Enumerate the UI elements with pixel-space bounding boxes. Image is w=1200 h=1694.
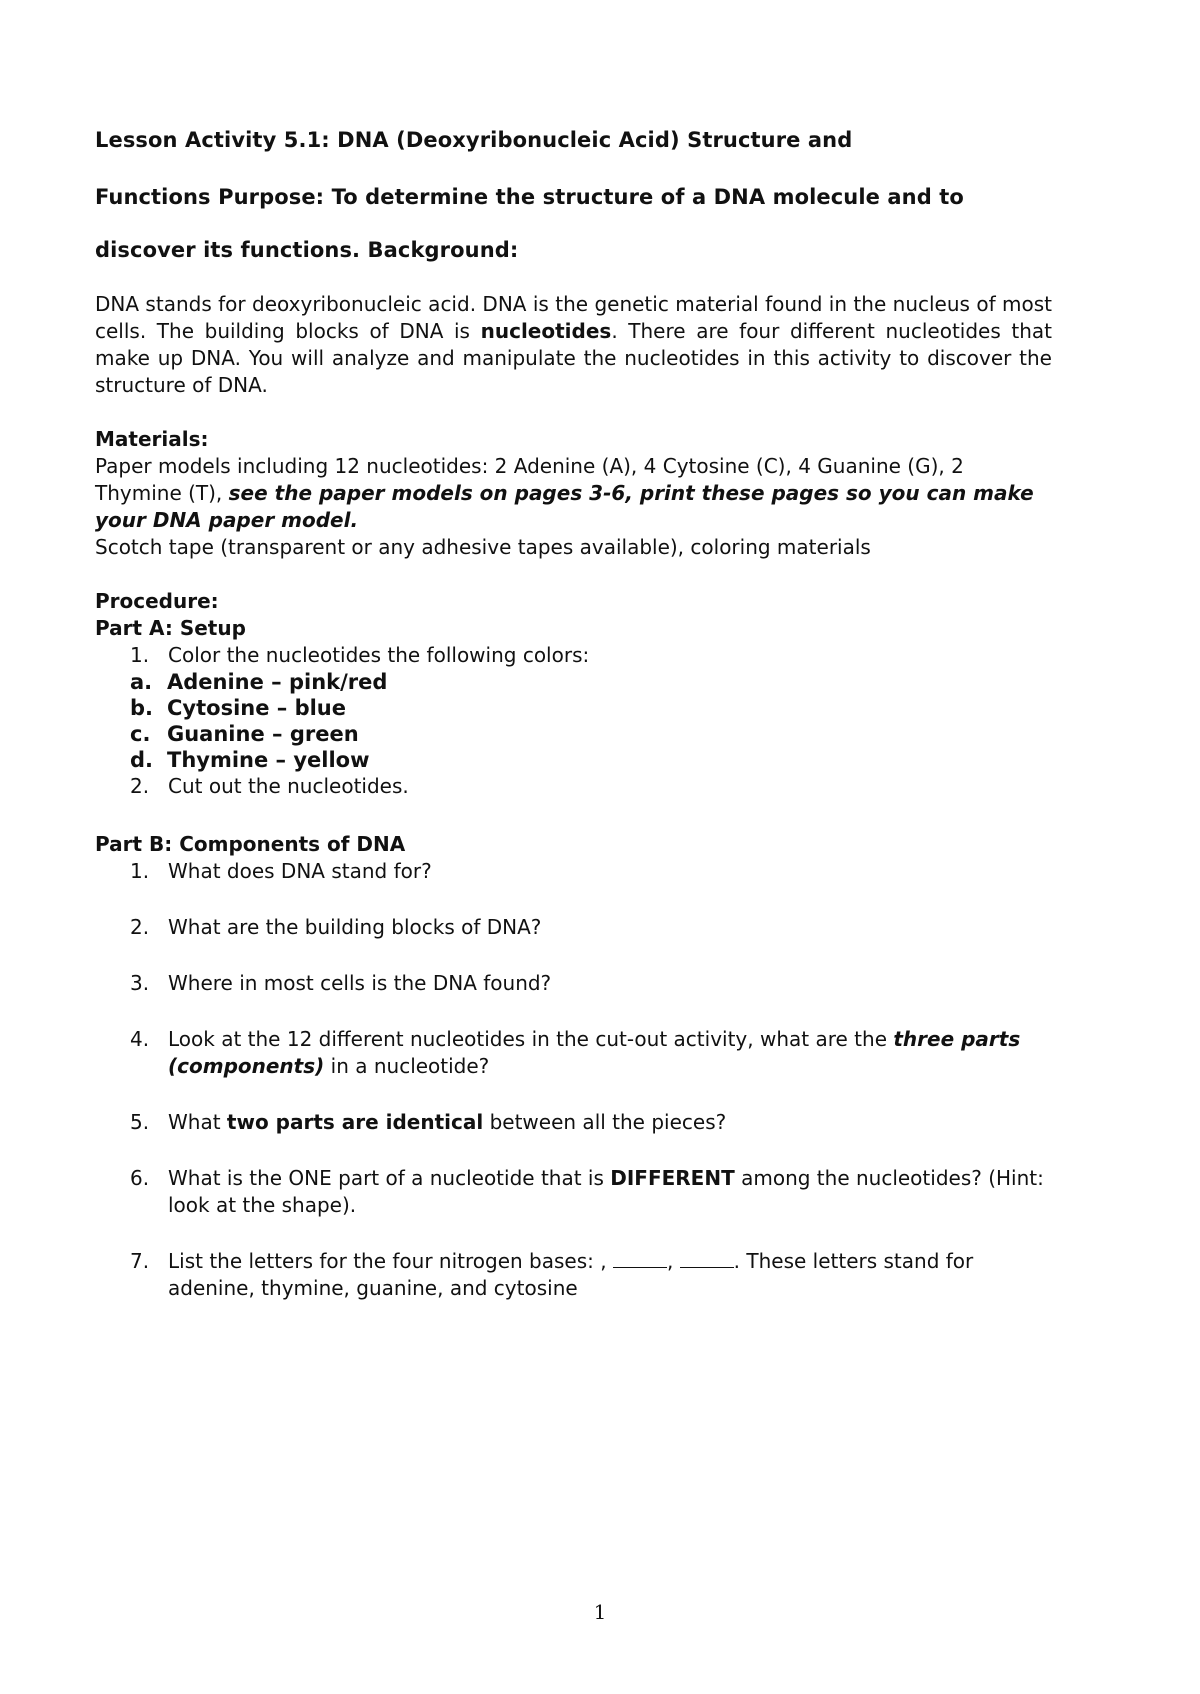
answer-blank-1[interactable] [613, 1251, 667, 1268]
title-line-1: Lesson Activity 5.1: DNA (Deoxyribonucleic Acid) Structure and [95, 128, 853, 152]
materials-emphasis: see the paper models on pages 3-6, print these pages so you can make your DNA paper model. [95, 481, 1034, 532]
list-item [95, 721, 1052, 747]
sub-marker: c. [130, 722, 151, 746]
question-text-after: among the nucleotides? (Hint: look at the shape). [168, 1166, 1044, 1217]
background-paragraph [95, 291, 1052, 399]
procedure-section [95, 588, 1052, 800]
part-a-heading: Part A: Setup [95, 616, 246, 640]
step-marker: 2. [130, 774, 150, 798]
sub-text: Cytosine – blue [167, 696, 347, 720]
question-marker: 7. [130, 1249, 150, 1273]
materials-line-1 [95, 453, 1052, 534]
list-item [95, 642, 1052, 773]
question-text-after: between all the pieces? [483, 1110, 727, 1134]
page-number: 1 [593, 1600, 607, 1624]
question-marker: 1. [130, 859, 150, 883]
procedure-heading: Procedure: [95, 589, 219, 613]
question-marker: 2. [130, 915, 150, 939]
question-emphasis: two parts are identical [226, 1110, 484, 1134]
materials-text: Paper models including 12 nucleotides: 2 Adenine (A), 4 Cytosine (C), 4 Guanine (G), 2 Thymine (T), [95, 454, 964, 505]
question-2 [95, 914, 1052, 941]
question-text: Look at the 12 different nucleotides in the cut-out activity, what are the [168, 1027, 894, 1051]
background-text-2: . There are four different nucleotides that make up DNA. You will analyze and manipulate the nucleotides in this activity to discover the structure of DNA. [95, 319, 1052, 397]
question-marker: 3. [130, 971, 150, 995]
materials-heading: Materials: [95, 427, 209, 451]
part-b-section [95, 831, 1052, 1302]
question-7 [95, 1248, 1052, 1302]
list-item [95, 669, 1052, 695]
part-a-steps [95, 642, 1052, 800]
question-4 [95, 1026, 1052, 1080]
sub-marker: d. [130, 748, 154, 772]
question-text-after: . These letters stand for adenine, thymine, guanine, and cytosine [168, 1249, 974, 1300]
question-text-after: in a nucleotide? [324, 1054, 490, 1078]
step-text: Color the nucleotides the following colors: [168, 643, 590, 667]
question-5 [95, 1109, 1052, 1136]
title-line-3: discover its functions. Background: [95, 238, 519, 262]
list-item [95, 747, 1052, 773]
answer-blank-2[interactable] [680, 1251, 734, 1268]
step-text: Cut out the nucleotides. [168, 774, 409, 798]
question-marker: 5. [130, 1110, 150, 1134]
question-1 [95, 858, 1052, 885]
materials-line-2: Scotch tape (transparent or any adhesive tapes available), coloring materials [95, 535, 871, 559]
question-marker: 4. [130, 1027, 150, 1051]
list-item [95, 773, 1052, 800]
sub-text: Thymine – yellow [167, 748, 370, 772]
question-text: What is the ONE part of a nucleotide that is [168, 1166, 611, 1190]
part-b-questions [95, 858, 1052, 1302]
color-list [95, 669, 1052, 773]
blank-separator: , [666, 1249, 680, 1273]
question-6 [95, 1165, 1052, 1219]
question-text: List the letters for the four nitrogen bases: , [168, 1249, 613, 1273]
question-emphasis: DIFFERENT [610, 1166, 735, 1190]
sub-text: Guanine – green [167, 722, 359, 746]
part-b-heading: Part B: Components of DNA [95, 832, 406, 856]
question-text: Where in most cells is the DNA found? [168, 971, 552, 995]
question-text: What does DNA stand for? [168, 859, 432, 883]
question-emphasis: three parts (components) [168, 1027, 1021, 1078]
step-marker: 1. [130, 643, 150, 667]
sub-text: Adenine – pink/red [167, 670, 388, 694]
title-line-2: Functions Purpose: To determine the structure of a DNA molecule and to [95, 185, 964, 209]
sub-marker: a. [130, 670, 153, 694]
question-text: What [168, 1110, 227, 1134]
materials-section [95, 426, 1052, 561]
question-marker: 6. [130, 1166, 150, 1190]
background-text-1: DNA stands for deoxyribonucleic acid. DNA is the genetic material found in the nucleus of most cells. The building blocks of DNA is [95, 292, 1052, 343]
question-text: What are the building blocks of DNA? [168, 915, 542, 939]
sub-marker: b. [130, 696, 154, 720]
list-item [95, 695, 1052, 721]
question-3 [95, 970, 1052, 997]
background-emphasis: nucleotides [480, 319, 612, 343]
